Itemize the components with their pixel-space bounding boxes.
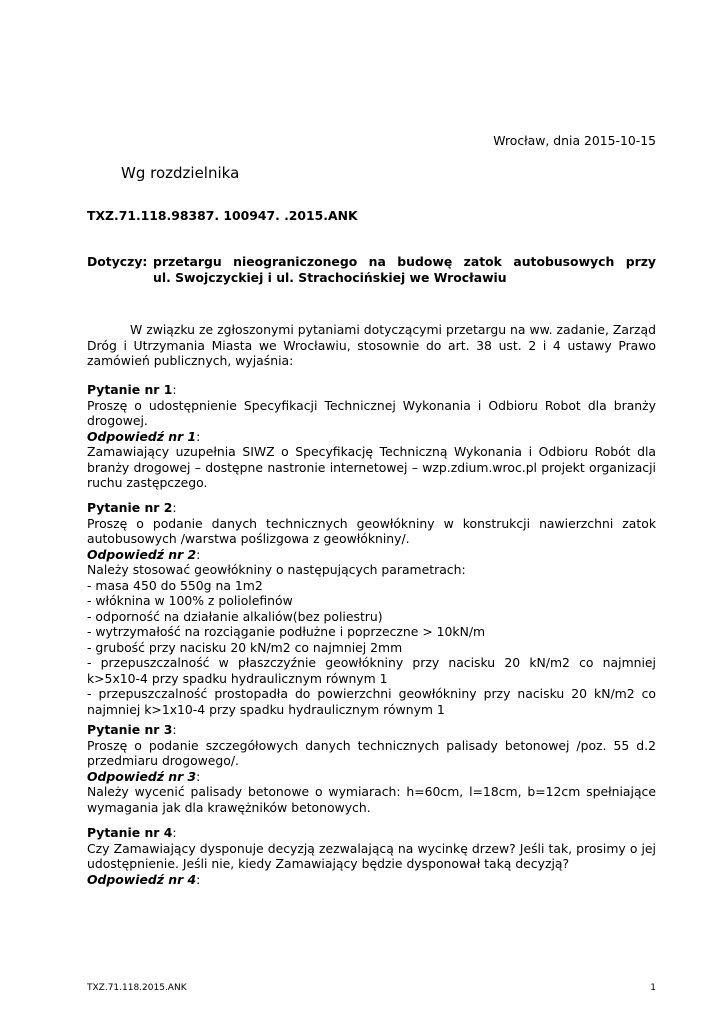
- answer-label: Odpowiedź nr 3: [87, 768, 197, 784]
- list-item: - przepuszczalność w płaszczyźnie geowłókniny przy nacisku 20 kN/m2 co najmniej k>5x10-4 przy spadku hydraulicznym równym 1: [87, 655, 656, 686]
- question-text: Czy Zamawiający dysponuje decyzją zezwalającą na wycinkę drzew? Jeśli tak, prosimy o jej udostępnienie. Jeśli nie, kiedy Zamawiający będzie dysponował taką decyzją?: [87, 840, 656, 871]
- qa-block-4: Pytanie nr 4: Czy Zamawiający dysponuje decyzją zezwalającą na wycinkę drzew? Jeśli tak, prosimy o jej udostępnienie. Jeśli nie, kiedy Zamawiający będzie dysponował taką decyzją? Odpowiedź nr 4:: [87, 825, 656, 887]
- list-item: - włóknina w 100% z poliolefinów: [87, 593, 293, 608]
- list-item: - przepuszczalność prostopadła do powierzchni geowłókniny przy nacisku 20 kN/m2 co najmniej k>1x10-4 przy spadku hydraulicznym równym 1: [87, 686, 656, 717]
- list-item: - wytrzymałość na rozciąganie podłużne i poprzeczne > 10kN/m: [87, 624, 486, 639]
- recipient: Wg rozdzielnika: [121, 164, 240, 182]
- answer-label: Odpowiedź nr 4: [87, 871, 197, 887]
- reference-number: TXZ.71.118.98387. 100947. .2015.ANK: [87, 208, 358, 223]
- question-text: Proszę o podanie danych technicznych geowłókniny w konstrukcji nawierzchni zatok autobusowych /warstwa poślizgowa z geowłókniny/.: [87, 515, 656, 546]
- question-label: Pytanie nr 2: [87, 500, 173, 515]
- subject-block: [87, 254, 656, 285]
- page-number: 1: [650, 983, 656, 993]
- question-label: Pytanie nr 4: [87, 825, 173, 840]
- question-label: Pytanie nr 1: [87, 382, 173, 397]
- answer-label: Odpowiedź nr 2: [87, 546, 197, 562]
- question-text: Proszę o podanie szczegółowych danych technicznych palisady betonowej /poz. 55 d.2 przedmiaru drogowego/.: [87, 737, 656, 768]
- answer-text: Zamawiający uzupełnia SIWZ o Specyfikację Techniczną Wykonania i Odbioru Robót dla branży drogowej – dostępne nastronie internetowej – wzp.zdium.wroc.pl projekt organizacji ruchu zastępczego.: [87, 444, 656, 490]
- subject-line-1: przetargu nieograniczonego na budowę zatok autobusowych przy: [153, 254, 656, 269]
- subject-label: Dotyczy:: [87, 254, 148, 269]
- list-item: - masa 450 do 550g na 1m2: [87, 577, 263, 593]
- answer-text: Należy wycenić palisady betonowe o wymiarach: h=60cm, l=18cm, b=12cm spełniające wymagania jak dla krawężników betonowych.: [87, 784, 656, 815]
- subject-line-2: ul. Swojczyckiej i ul. Strachocińskiej we Wrocławiu: [153, 269, 507, 285]
- list-item: - grubość przy nacisku 20 kN/m2 co najmniej 2mm: [87, 639, 403, 655]
- answer-label: Odpowiedź nr 1: [87, 428, 197, 444]
- question-text: Proszę o udostępnienie Specyfikacji Technicznej Wykonania i Odbioru Robot dla branży drogowej.: [87, 397, 656, 428]
- qa-block-3: Pytanie nr 3: Proszę o podanie szczegółowych danych technicznych palisady betonowej /poz. 55 d.2 przedmiaru drogowego/. Odpowiedź nr 3: Należy wycenić palisady betonowe o wymiarach: h=60cm, l=18cm, b=12cm spełniające wymagania jak dla krawężników betonowych.: [87, 722, 656, 815]
- answer-intro: Należy stosować geowłókniny o następujących parametrach:: [87, 562, 466, 577]
- document-date: Wrocław, dnia 2015-10-15: [493, 133, 656, 148]
- qa-block-1: Pytanie nr 1: Proszę o udostępnienie Specyfikacji Technicznej Wykonania i Odbioru Robot dla branży drogowej. Odpowiedź nr 1: Zamawiający uzupełnia SIWZ o Specyfikację Techniczną Wykonania i Odbioru Robót dla branży drogowej – dostępne nastronie internetowej – wzp.zdium.wroc.pl projekt organizacji ruchu zastępczego.: [87, 382, 656, 490]
- question-label: Pytanie nr 3: [87, 722, 173, 737]
- qa-block-2: Pytanie nr 2: Proszę o podanie danych technicznych geowłókniny w konstrukcji nawierzchni zatok autobusowych /warstwa poślizgowa z geowłókniny/. Odpowiedź nr 2: Należy stosować geowłókniny o następujących parametrach: - masa 450 do 550g na 1m2 - włóknina w 100% z poliolefinów - odporność na działanie alkaliów(bez poliestru) - wytrzymałość na rozciąganie podłużne i poprzeczne > 10kN/m - grubość przy nacisku 20 kN/m2 co najmniej 2mm - przepuszczalność w płaszczyźnie geowłókniny przy nacisku 20 kN/m2 co najmniej k>5x10-4 przy spadku hydraulicznym równym 1 - przepuszczalność prostopadła do powierzchni geowłókniny przy nacisku 20 kN/m2 co najmniej k>1x10-4 przy spadku hydraulicznym równym 1: [87, 500, 656, 717]
- list-item: - odporność na działanie alkaliów(bez poliestru): [87, 608, 383, 624]
- intro-paragraph: W związku ze zgłoszonymi pytaniami dotyczącymi przetargu na ww. zadanie, Zarząd Dróg i Utrzymania Miasta we Wrocławiu, stosownie do art. 38 ust. 2 i 4 ustawy Prawo zamówień publicznych, wyjaśnia:: [87, 322, 656, 368]
- footer-reference: TXZ.71.118.2015.ANK: [87, 983, 187, 993]
